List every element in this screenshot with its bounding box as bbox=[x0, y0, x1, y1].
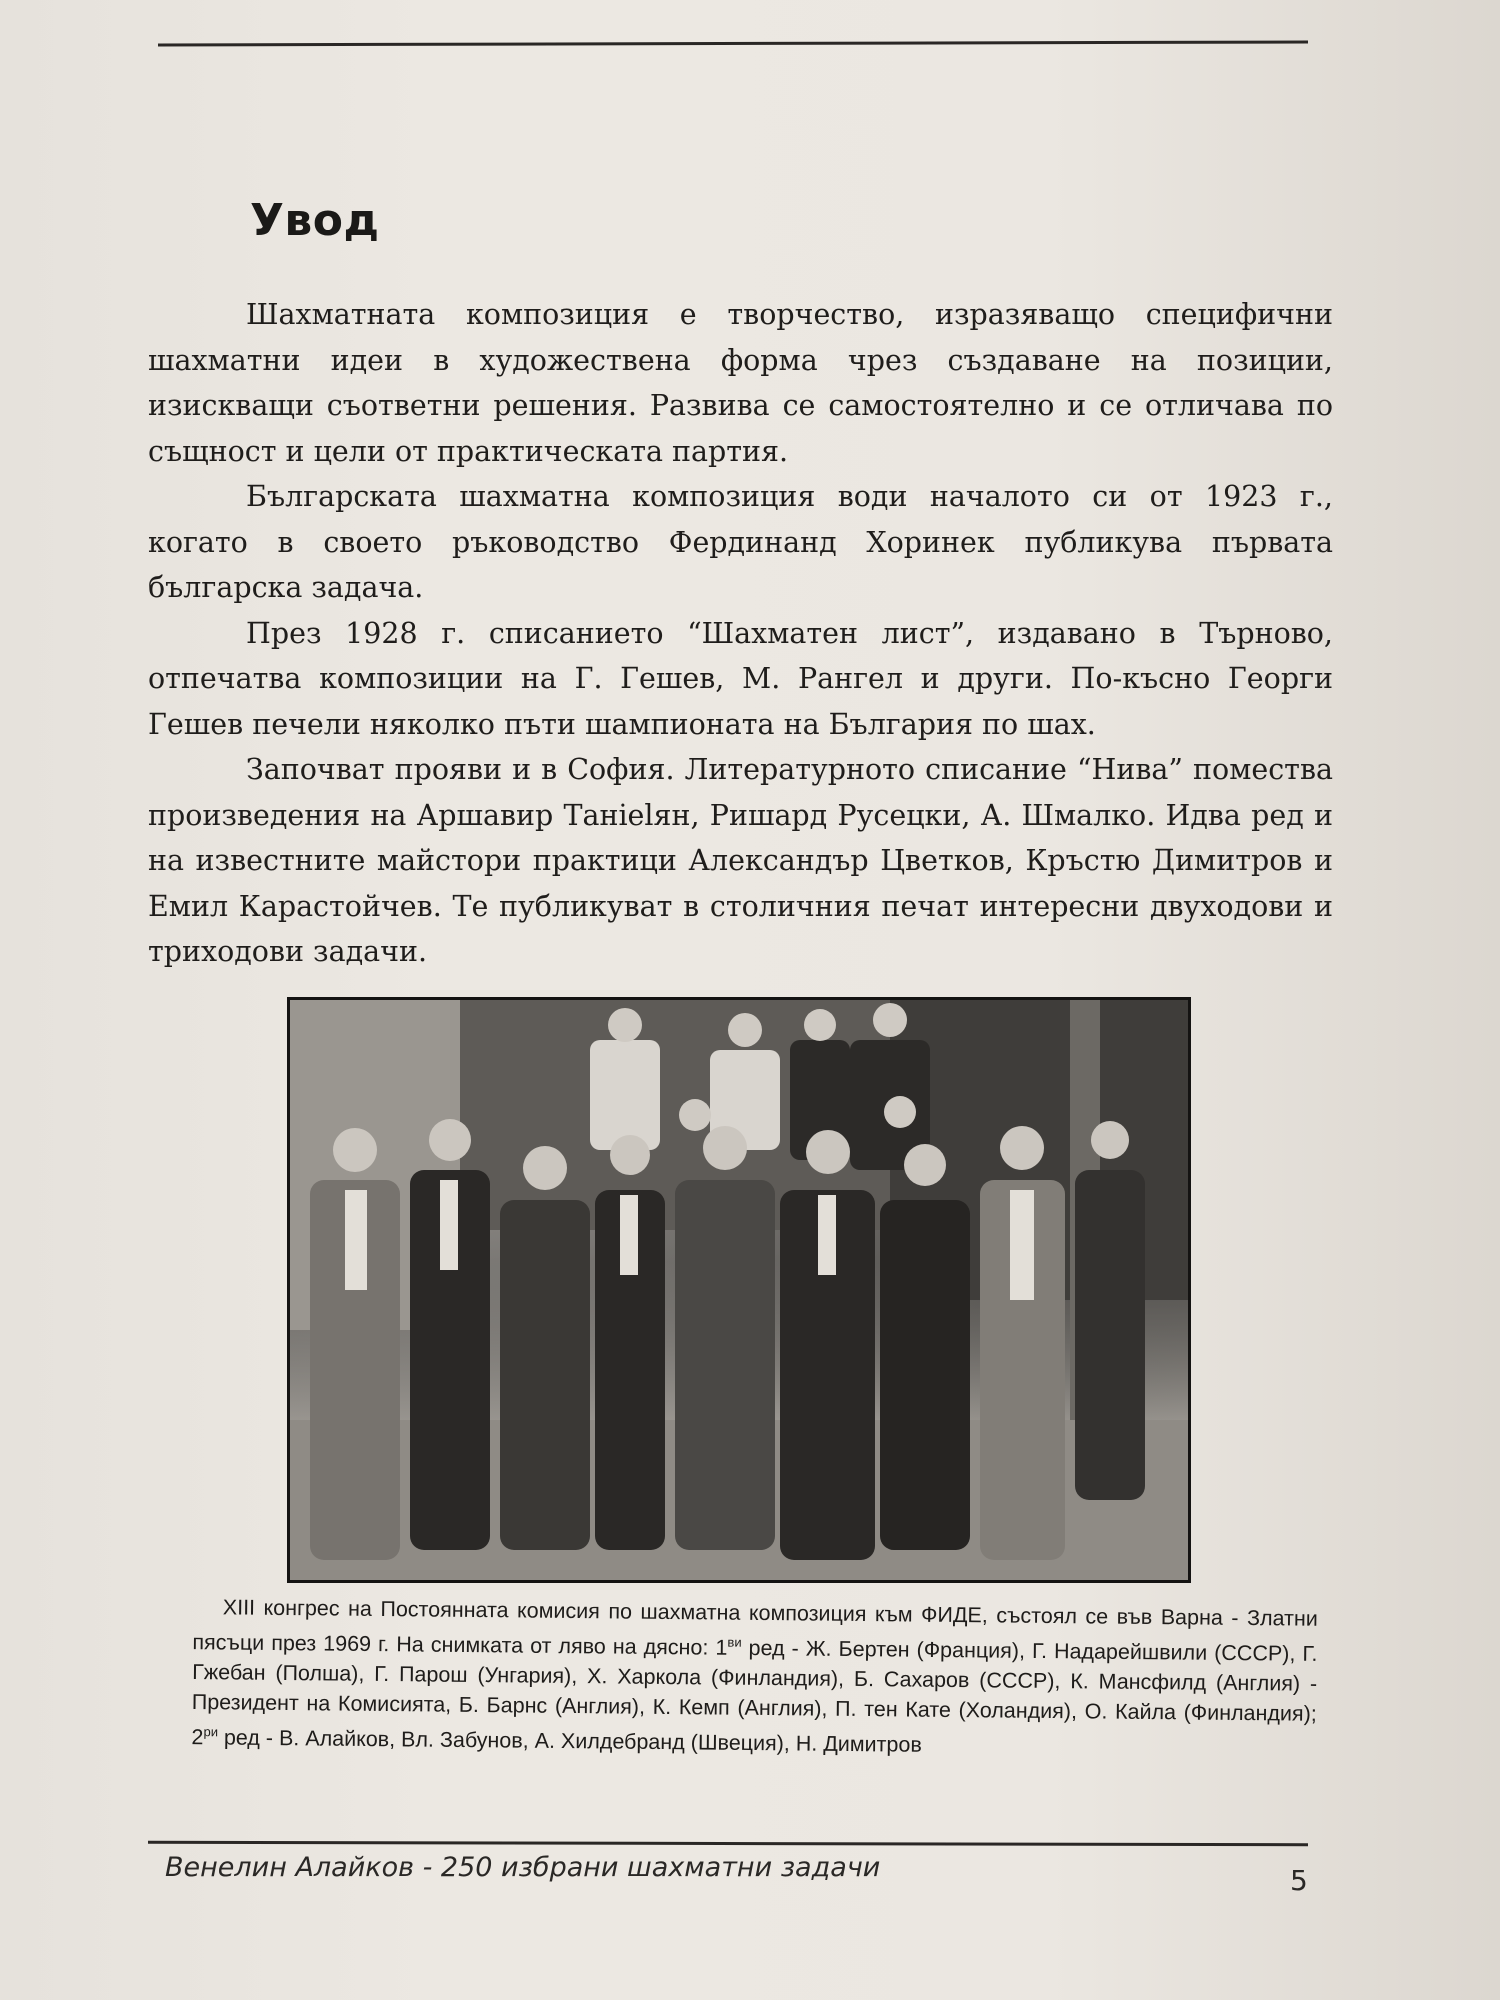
group-photo-illustration bbox=[290, 1000, 1188, 1580]
page-number: 5 bbox=[1290, 1864, 1308, 1897]
group-photo bbox=[287, 997, 1191, 1583]
caption-text: ред - Ж. Бертен (Франция), Г. Надарейшвили (СССР), Г. Гжебан (Полша), Г. Парош (Унгария), Х. Харкола (Финландия), Б. Сахаров (СССР), К. Мансфилд (Англия) - Президент на Комисията, Б. Барнс (Англия), К. Кемп (Англия), П. тен Кате (Холандия), О. Кайла (Финландия); 2 bbox=[191, 1635, 1318, 1750]
bottom-rule bbox=[148, 1841, 1308, 1846]
caption-superscript: ви bbox=[727, 1634, 742, 1650]
photo-caption bbox=[191, 1592, 1318, 1764]
caption-superscript: ри bbox=[203, 1724, 219, 1740]
body-text bbox=[148, 292, 1333, 975]
caption-text: ред - В. Алайков, Вл. Забунов, А. Хилдебранд (Швеция), Н. Димитров bbox=[217, 1725, 922, 1757]
running-footer: Венелин Алайков - 250 избрани шахматни задачи bbox=[165, 1852, 881, 1883]
chapter-heading: Увод bbox=[250, 195, 380, 246]
top-rule bbox=[158, 40, 1308, 46]
paragraph: Започват прояви и в София. Литературното списание “Нива” помества произведения на Аршавир Танielян, Ришард Русецки, А. Шмалко. Идва ред и на известните майстори практици Александър Цветков, Кръстю Димитров и Емил Карастойчев. Те публикуват в столичния печат интересни двуходови и триходови задачи. bbox=[148, 753, 1333, 968]
caption-text: XIII конгрес на Постоянната комисия по шахматна композиция към ФИДЕ, състоял се във Варна - Златни пясъци през 1969 г. На снимката от ляво на дясно: 1 bbox=[192, 1595, 1318, 1660]
paragraph: През 1928 г. списанието “Шахматен лист”, издавано в Търново, отпечатва композиции на Г. Гешев, М. Рангел и други. По-късно Георги Гешев печели няколко пъти шампионата на България по шах. bbox=[148, 616, 1333, 741]
paragraph: Българската шахматна композиция води началото си от 1923 г., когато в своето ръководство Фердинанд Хоринек публикува първата българска задача. bbox=[148, 480, 1333, 604]
paragraph: Шахматната композиция е творчество, изразяващо специфични шахматни идеи в художествена форма чрез създаване на позиции, изискващи съответни решения. Развива се самостоятелно и се отличава по същност и цели от практическата партия. bbox=[148, 298, 1333, 468]
